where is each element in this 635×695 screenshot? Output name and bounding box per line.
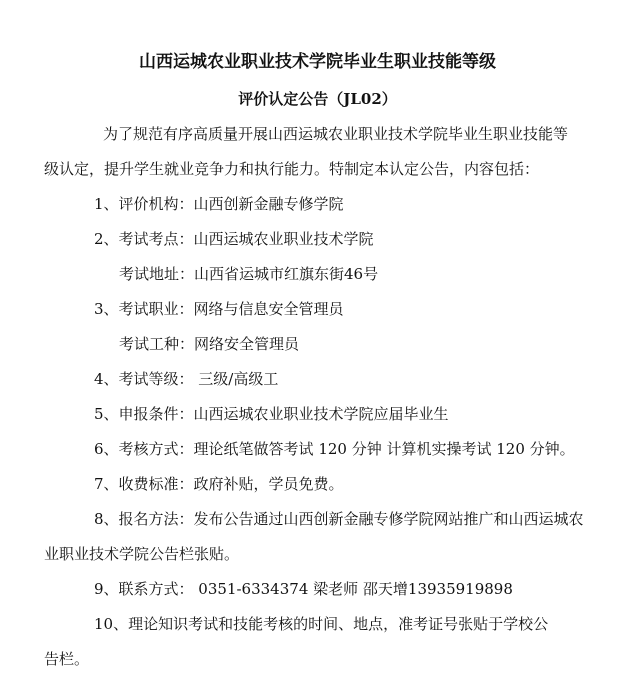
item-exam-work-type: 考试工种：网络安全管理员 — [119, 335, 300, 353]
item-exam-address: 考试地址：山西省运城市红旗东街46号 — [119, 265, 379, 283]
intro-paragraph-line-2: 级认定，提升学生就业竞争力和执行能力。特制定本认定公告，内容包括： — [44, 160, 540, 178]
document-title: 山西运城农业职业技术学院毕业生职业技能等级 — [139, 52, 496, 72]
item-fee-standard: 7、收费标准：政府补贴，学员免费。 — [94, 475, 344, 493]
item-exam-level: 4、考试等级： 三级/高级工 — [94, 370, 279, 388]
item-contact-info: 9、联系方式： 0351-6334374 梁老师 邵天增13935919898 — [94, 580, 513, 598]
item-exam-notice-line-2: 告栏。 — [44, 650, 90, 668]
intro-paragraph-line-1: 为了规范有序高质量开展山西运城农业职业技术学院毕业生职业技能等 — [103, 125, 569, 143]
item-exam-notice-line-1: 10、理论知识考试和技能考核的时间、地点，准考证号张贴于学校公 — [94, 615, 549, 633]
item-evaluation-agency: 1、评价机构：山西创新金融专修学院 — [94, 195, 344, 213]
item-registration-method-line-2: 业职业技术学院公告栏张贴。 — [44, 545, 240, 563]
item-application-conditions: 5、申报条件：山西运城农业职业技术学院应届毕业生 — [94, 405, 449, 423]
item-registration-method-line-1: 8、报名方法：发布公告通过山西创新金融专修学院网站推广和山西运城农 — [94, 510, 584, 528]
item-assessment-method: 6、考核方式：理论纸笔做答考试 120 分钟 计算机实操考试 120 分钟。 — [94, 440, 575, 458]
document-subtitle: 评价认定公告（JL02） — [238, 90, 397, 108]
item-exam-occupation: 3、考试职业：网络与信息安全管理员 — [94, 300, 344, 318]
item-exam-site: 2、考试考点：山西运城农业职业技术学院 — [94, 230, 374, 248]
